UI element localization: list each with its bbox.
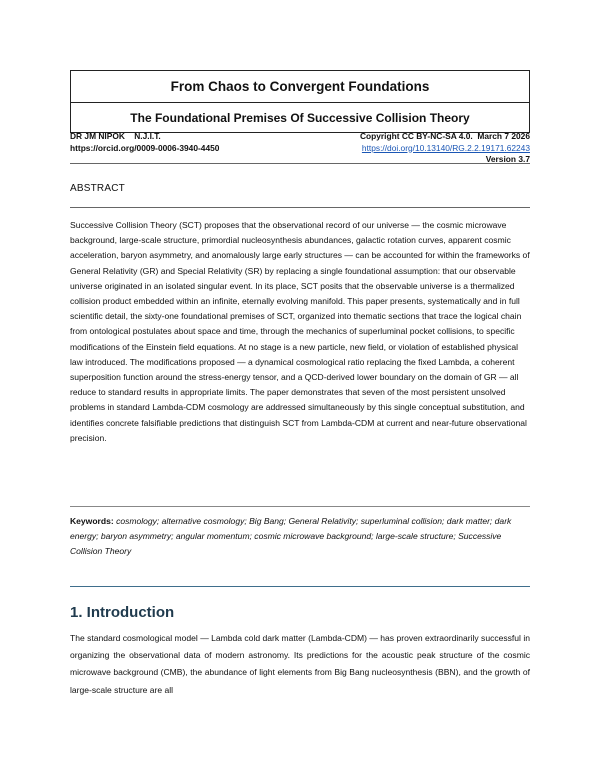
- introduction-body: The standard cosmological model — Lambda cold dark matter (Lambda-CDM) — has proven extraordinarily successful in organizing the observational data of modern astronomy. Its predictions for the acoustic peak structure of the cosmic microwave background (CMB), the abundance of light elements from Big Bang nucleosynthesis (BBN), and the growth of large-scale structure are all: [70, 633, 530, 695]
- abstract-heading: ABSTRACT: [70, 183, 125, 194]
- author-line: DR JM NIPOK N.J.I.T.: [70, 131, 161, 141]
- keywords-label: Keywords:: [70, 516, 114, 526]
- abstract-divider: [70, 207, 530, 208]
- paper-subtitle: The Foundational Premises Of Successive Collision Theory: [130, 110, 470, 125]
- keywords-block: [70, 514, 532, 560]
- paper-title: From Chaos to Convergent Foundations: [71, 71, 529, 103]
- version-label: Version 3.7: [485, 154, 530, 164]
- abstract-body: Successive Collision Theory (SCT) proposes that the observational record of our universe — the cosmic microwave background, large-scale structure, primordial nucleosynthesis abundances, galactic rotation curves, apparent cosmic acceleration, baryon asymmetry, and anomalously large early structures — can be accounted for within the frameworks of General Relativity (GR) and Special Relativity (SR) by replacing a single foundational assumption: that our observable universe originated in an isolated singular event. In its place, SCT posits that the observable universe is a thermalized collision product embedded within an infinite, eternally evolving manifold. This paper presents, systematically and in full scientific detail, the sixty-one foundational premises of SCT, organized into thematic sections that trace the logical chain from ontological postulates about space and time, through the mechanics of superluminal pocket collisions, to specific modifications of the Einstein field equations. At no stage is a new particle, new field, or violation of established physical law introduced. The modifications proposed — a dynamical cosmological ratio replacing the fixed Lambda, a coherent superposition function around the stress-energy tensor, and a QCD-derived lower boundary on the domain of GR — all reduce to standard results in appropriate limits. The paper demonstrates that seven of the most persistent unsolved problems in standard Lambda-CDM cosmology are addressed simultaneously by this single conceptual substitution, and identifies concrete falsifiable predictions that distinguish SCT from Lambda-CDM at current and near-future observational precision.: [70, 220, 530, 443]
- author-block: [70, 131, 219, 154]
- metadata-block: [70, 130, 530, 164]
- section-divider: [70, 586, 530, 587]
- orcid-link[interactable]: https://orcid.org/0009-0006-3940-4450: [70, 142, 220, 153]
- copyright-line: Copyright CC BY-NC-SA 4.0. March 7 2026: [359, 131, 530, 141]
- title-box: [70, 70, 530, 133]
- keywords-list: cosmology; alternative cosmology; Big Bang; General Relativity; superluminal collision; dark matter; dark energy; baryon asymmetry; angular momentum; cosmic microwave background; large-scale structure; Successive Collision Theory: [70, 516, 512, 557]
- doi-link[interactable]: https://doi.org/10.13140/RG.2.2.19171.62243: [361, 142, 530, 153]
- keywords-divider: [70, 506, 530, 507]
- introduction-heading: 1. Introduction: [70, 604, 175, 621]
- publication-block: [360, 131, 530, 166]
